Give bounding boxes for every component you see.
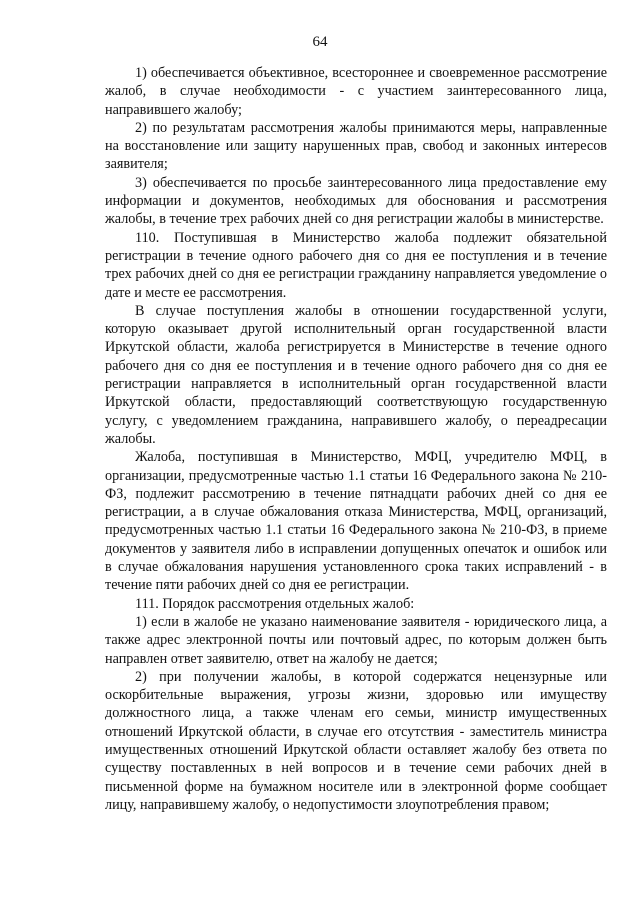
paragraph-review-period: Жалоба, поступившая в Министерство, МФЦ, учредителю МФЦ, в организации, предусмотренные частью 1.1 статьи 16 Федерального закона № 210-ФЗ, подлежит рассмотрению в течение пятнадцати рабочих дней со дня ее регистрации, а в случае обжалования отказа Министерства, МФЦ, организаций, предусмотренных частью 1.1 статьи 16 Федерального закона № 210-ФЗ, в приеме документов у заявителя либо в исправлении допущенных опечаток и ошибок или в случае обжалования нарушения установленного срока таких исправлений - в течение пяти рабочих дней со дня ее регистрации. — [105, 449, 607, 594]
paragraph-111-heading: 111. Порядок рассмотрения отдельных жалоб: — [135, 595, 415, 612]
paragraph-item-1: 1) обеспечивается объективное, всестороннее и своевременное рассмотрение жалоб, в случае необходимости - с участием заинтересованного лица, направившего жалобу; — [105, 65, 607, 118]
paragraph-110: 110. Поступившая в Министерство жалоба подлежит обязательной регистрации в течение одного рабочего дня со дня ее поступления и в течение трех рабочих дней со дня ее регистрации гражданину направляется уведомление о дате и месте ее рассмотрения. — [105, 229, 607, 301]
paragraph-item-2: 2) по результатам рассмотрения жалобы принимаются меры, направленные на восстановление или защиту нарушенных прав, свобод и законных интересов заявителя; — [105, 119, 607, 173]
paragraph-item-3: 3) обеспечивается по просьбе заинтересованного лица предоставление ему информации и документов, необходимых для обоснования и рассмотрения жалобы, в течение трех рабочих дней со дня регистрации жалобы в министерстве. — [105, 174, 607, 228]
page-number: 64 — [312, 34, 328, 50]
paragraph-111-item-2: 2) при получении жалобы, в которой содержатся нецензурные или оскорбительные выражения, угрозы жизни, здоровью или имуществу должностного лица, а также членам его семьи, министр имущественных отношений Иркутской области, в случае его отсутствия - заместитель министра имущественных отношений Иркутской области оставляет жалобу без ответа по существу поставленных в ней вопросов и в течение семи рабочих дней в письменной форме на бумажном носителе или в электронной форме сообщает лицу, направившему жалобу, о недопустимости злоупотребления правом; — [105, 668, 607, 813]
paragraph-111-item-1: 1) если в жалобе не указано наименование заявителя - юридического лица, а также адрес электронной почты или почтовый адрес, по которым должен быть направлен ответ заявителю, ответ на жалобу не дается; — [105, 613, 607, 667]
paragraph-redirect: В случае поступления жалобы в отношении государственной услуги, которую оказывает другой исполнительный орган государственной власти Иркутской области, жалоба регистрируется в Министерстве в течение одного рабочего дня со дня ее поступления и в течение одного рабочего дня со дня ее регистрации направляется в исполнительный орган государственной власти Иркутской области, предоставляющий соответствующую государственную услугу, с уведомлением гражданина, направившего жалобу, о переадресации жалобы. — [105, 302, 607, 447]
document-body — [105, 64, 607, 814]
